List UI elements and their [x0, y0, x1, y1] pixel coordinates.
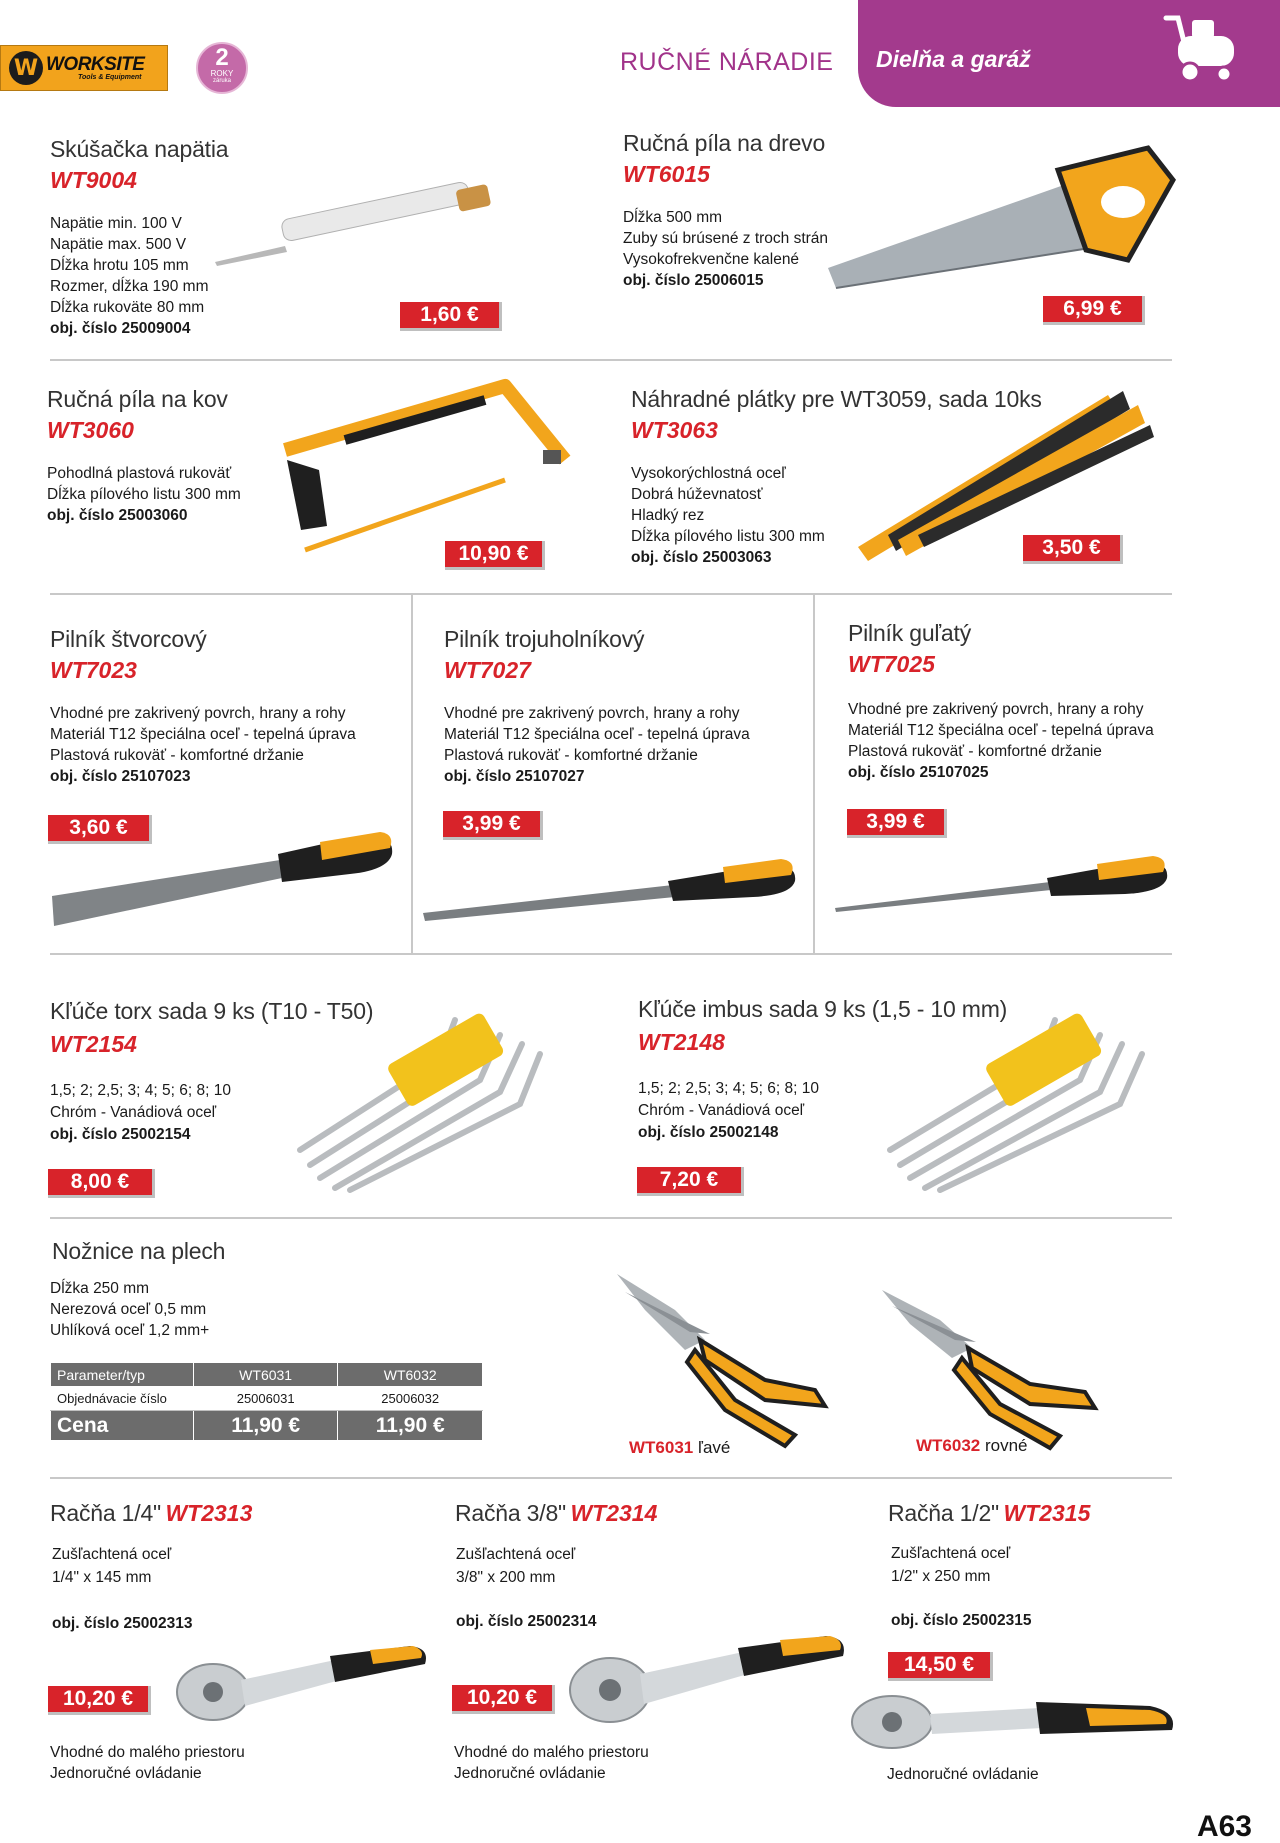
table-cell: 25006032: [338, 1387, 483, 1411]
product-notes: Jednoručné ovládanie: [887, 1766, 1039, 1783]
product-name: Račňa 1/4": [50, 1500, 162, 1526]
order-number: obj. číslo 25002314: [456, 1613, 597, 1630]
product-code: WT9004: [50, 167, 137, 193]
straight-shears-image: [880, 1280, 1120, 1450]
order-number: obj. číslo 25003063: [631, 549, 772, 566]
price-tag: 7,20 €: [637, 1167, 744, 1196]
product-specs: Zušľachtená oceľ 3/8" x 200 mm: [456, 1546, 576, 1586]
table-cell: WT6031: [193, 1363, 338, 1387]
category-title: RUČNÉ NÁRADIE: [620, 48, 834, 76]
price-tag: 10,20 €: [48, 1686, 151, 1715]
table-cell: Parameter/typ: [51, 1363, 194, 1387]
product-title: [50, 1500, 252, 1527]
variant-label-right: WT6032 rovné: [916, 1436, 1028, 1455]
product-name: Pilník guľatý: [848, 620, 972, 646]
order-number: obj. číslo 25009004: [50, 320, 191, 337]
product-code: WT2154: [50, 1031, 137, 1057]
product-name: Náhradné plátky pre WT3059, sada 10ks: [631, 386, 1042, 412]
round-file-image: [835, 840, 1175, 920]
product-code: WT7027: [444, 657, 531, 683]
worksite-w-icon: W: [9, 51, 43, 85]
table-cell: WT6032: [338, 1363, 483, 1387]
order-number: obj. číslo 25002148: [638, 1124, 779, 1141]
voltage-tester-image: [215, 180, 515, 270]
ratchet-quarter-image: [175, 1640, 430, 1730]
divider: [50, 593, 1172, 595]
product-specs: Pohodlná plastová rukoväť Dĺžka pílového listu 300 mm obj. číslo 25003060: [47, 465, 241, 524]
order-number: obj. číslo 25002315: [891, 1612, 1032, 1629]
table-cell: 11,90 €: [193, 1411, 338, 1441]
product-specs: Zušľachtená oceľ 1/2" x 250 mm: [891, 1545, 1011, 1585]
table-cell: Objednávacie číslo: [51, 1387, 194, 1411]
product-specs: 1,5; 2; 2,5; 3; 4; 5; 6; 8; 10 Chróm - Vanádiová oceľ obj. číslo 25002154: [50, 1080, 231, 1146]
saw-blades-image: [858, 375, 1168, 565]
divider: [50, 359, 1172, 361]
product-specs: Vysokorýchlostná oceľ Dobrá húževnatosť Hladký rez Dĺžka pílového listu 300 mm obj. číslo 25003063: [631, 465, 825, 566]
product-code: WT2148: [638, 1029, 725, 1055]
brand-tagline: Tools & Equipment: [78, 74, 142, 81]
warranty-badge: 2 ROKY záruka: [196, 42, 248, 94]
divider: [50, 953, 1172, 955]
price-tag: 3,99 €: [443, 811, 543, 840]
variant-label-left: WT6031 ľavé: [629, 1438, 731, 1457]
order-number: obj. číslo 25003060: [47, 507, 188, 524]
brand-name: WORKSITE: [46, 54, 145, 75]
divider: [813, 593, 815, 953]
price-tag: 8,00 €: [48, 1169, 155, 1198]
product-name: Skúšačka napätia: [50, 136, 229, 162]
order-number: obj. číslo 25006015: [623, 272, 764, 289]
price-tag: 3,50 €: [1023, 535, 1123, 564]
price-tag: 10,20 €: [452, 1685, 555, 1714]
product-code: WT2314: [570, 1500, 658, 1526]
ratchet-three-eighths-image: [568, 1632, 848, 1732]
product-specs: Vhodné pre zakrivený povrch, hrany a rohy Materiál T12 špeciálna oceľ - tepelná úprava Plastová rukoväť - komfortné držanie obj. číslo 25107027: [444, 705, 750, 785]
product-specs: Vhodné pre zakrivený povrch, hrany a rohy Materiál T12 špeciálna oceľ - tepelná úprava Plastová rukoväť - komfortné držanie obj. číslo 25107023: [50, 705, 356, 785]
product-specs: Dĺžka 500 mm Zuby sú brúsené z troch strán Vysokofrekvenčne kalené obj. číslo 25006015: [623, 209, 829, 289]
product-notes: Vhodné do malého priestoru Jednoručné ovládanie: [50, 1744, 245, 1782]
hex-keys-image: [880, 1000, 1170, 1190]
product-code: WT7025: [848, 651, 935, 677]
product-name: Ručná píla na kov: [47, 386, 228, 412]
product-specs: Vhodné pre zakrivený povrch, hrany a rohy Materiál T12 špeciálna oceľ - tepelná úprava Plastová rukoväť - komfortné držanie obj. číslo 25107025: [848, 701, 1154, 781]
divider: [50, 1477, 1172, 1479]
product-name: Račňa 3/8": [455, 1500, 567, 1526]
shears-spec-table: [50, 1362, 483, 1441]
product-code: WT3063: [631, 417, 718, 443]
divider: [411, 593, 413, 953]
order-number: obj. číslo 25107025: [848, 764, 989, 781]
product-name: Pilník trojuholníkový: [444, 626, 645, 652]
divider: [50, 1217, 1172, 1219]
order-number: obj. číslo 25107027: [444, 768, 585, 785]
order-number: obj. číslo 25002154: [50, 1126, 191, 1143]
page-number: A63: [1196, 1810, 1252, 1843]
product-specs: Dĺžka 250 mm Nerezová oceľ 0,5 mm Uhlíková oceľ 1,2 mm+: [50, 1280, 210, 1339]
ratchet-half-image: [850, 1690, 1180, 1760]
torx-keys-image: [290, 1000, 570, 1190]
product-title: [888, 1500, 1090, 1527]
table-cell: 11,90 €: [338, 1411, 483, 1441]
product-code: WT6015: [623, 161, 710, 187]
compressor-icon: [1158, 12, 1238, 86]
product-name: Kľúče imbus sada 9 ks (1,5 - 10 mm): [638, 996, 1008, 1022]
product-title: [455, 1500, 657, 1527]
hacksaw-image: [275, 380, 585, 560]
wood-saw-image: [828, 140, 1178, 290]
price-tag: 14,50 €: [888, 1652, 993, 1681]
product-name: Ručná píla na drevo: [623, 130, 826, 156]
price-tag: 3,99 €: [847, 809, 947, 838]
product-name: Kľúče torx sada 9 ks (T10 - T50): [50, 998, 374, 1024]
square-file-image: [50, 820, 400, 930]
worksite-logo: [0, 45, 168, 91]
product-code: WT2315: [1003, 1500, 1091, 1526]
order-number: obj. číslo 25002313: [52, 1615, 193, 1632]
price-tag: 1,60 €: [400, 302, 502, 331]
product-code: WT3060: [47, 417, 134, 443]
product-specs: Napätie min. 100 V Napätie max. 500 V Dĺžka hrotu 105 mm Rozmer, dĺžka 190 mm Dĺžka rukoväte 80 mm obj. číslo 25009004: [50, 215, 209, 337]
table-cell: Cena: [51, 1411, 194, 1441]
product-specs: 1,5; 2; 2,5; 3; 4; 5; 6; 8; 10 Chróm - Vanádiová oceľ obj. číslo 25002148: [638, 1078, 819, 1144]
triangle-file-image: [423, 845, 803, 925]
product-code: WT2313: [165, 1500, 253, 1526]
order-number: obj. číslo 25107023: [50, 768, 191, 785]
product-name: Račňa 1/2": [888, 1500, 1000, 1526]
product-notes: Vhodné do malého priestoru Jednoručné ovládanie: [454, 1744, 649, 1782]
section-title: Dielňa a garáž: [876, 46, 1031, 72]
product-specs: Zušľachtená oceľ 1/4" x 145 mm: [52, 1546, 172, 1586]
product-name: Nožnice na plech: [52, 1238, 226, 1264]
table-cell: 25006031: [193, 1387, 338, 1411]
left-shears-image: [615, 1270, 845, 1450]
price-tag: 3,60 €: [48, 815, 152, 844]
price-tag: 10,90 €: [445, 541, 545, 570]
price-tag: 6,99 €: [1043, 296, 1145, 325]
product-code: WT7023: [50, 657, 137, 683]
product-name: Pilník štvorcový: [50, 626, 207, 652]
